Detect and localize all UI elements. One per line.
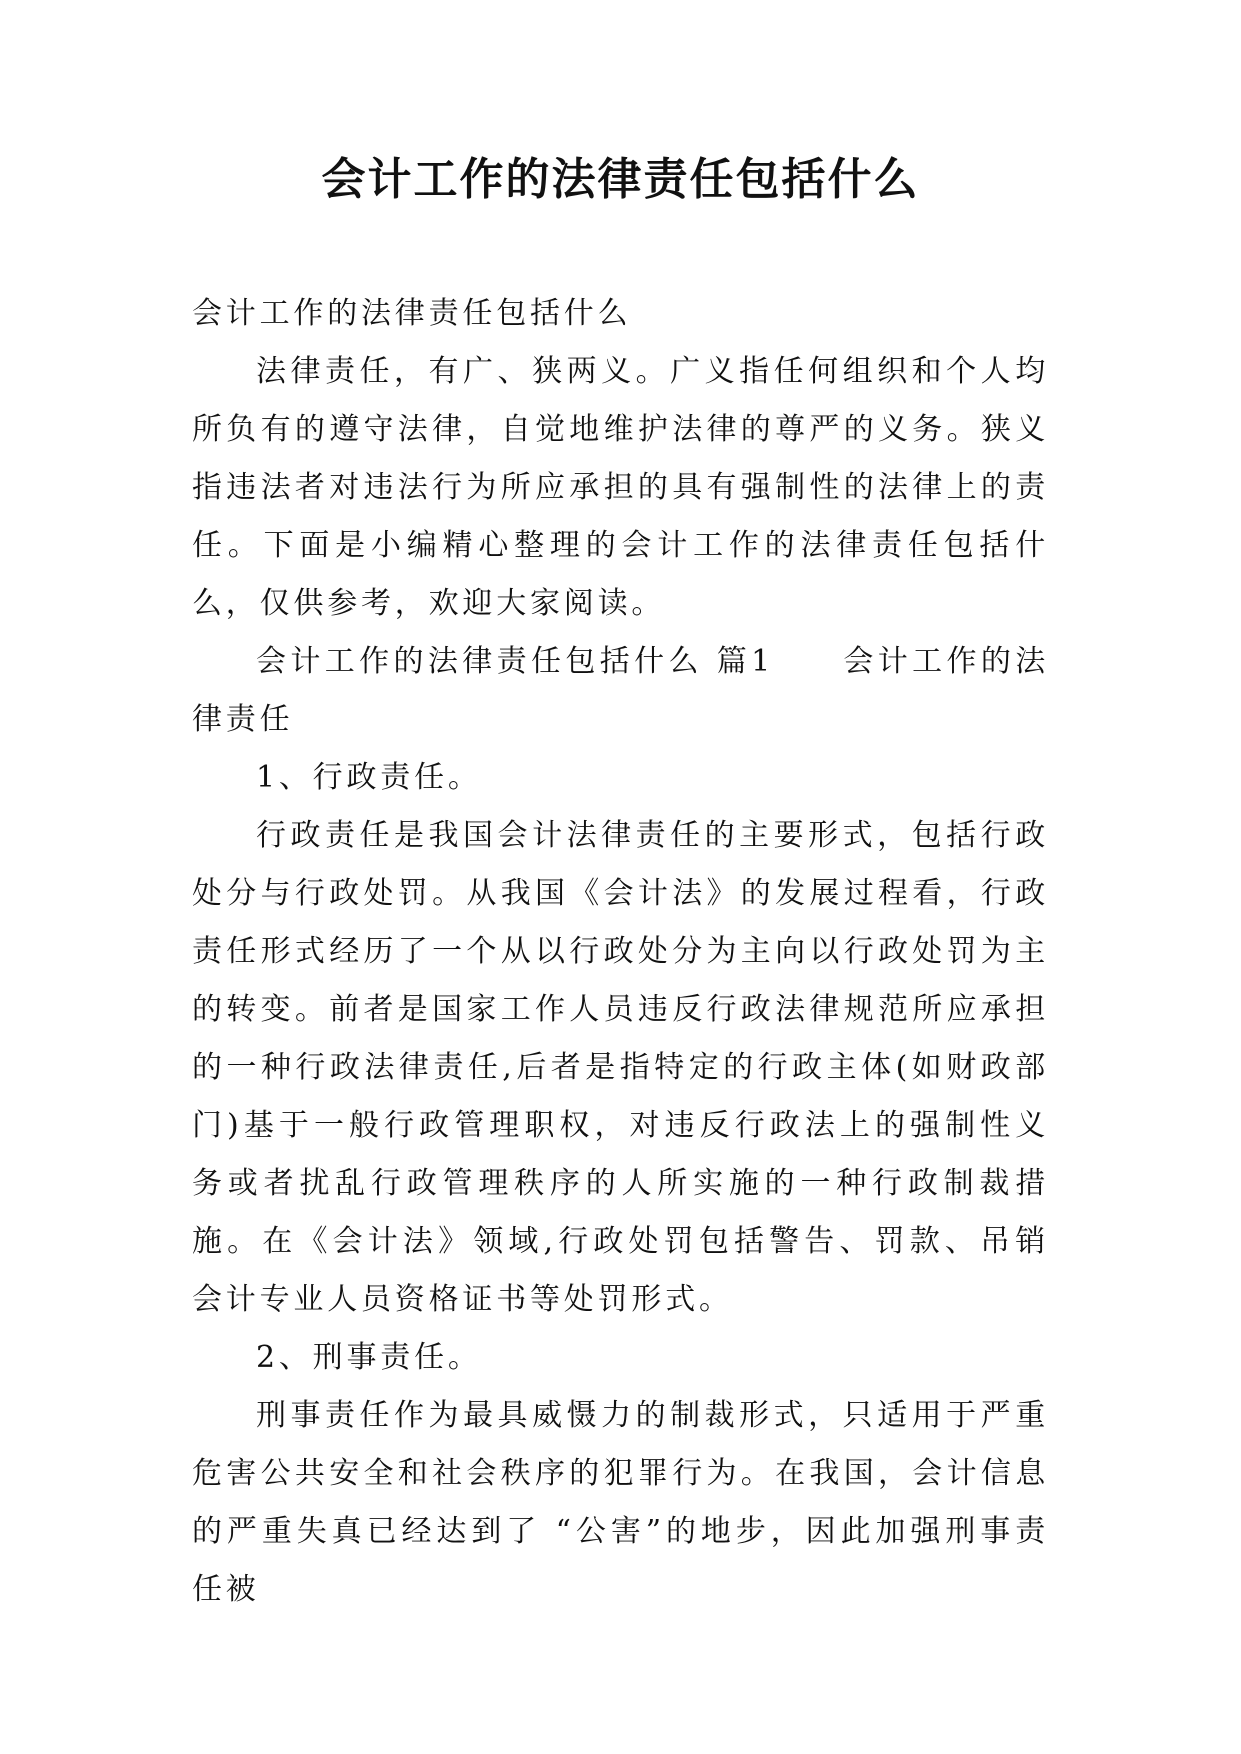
item-heading-administrative: 1、行政责任。: [256, 760, 482, 795]
document-body: [192, 285, 1049, 1619]
document-subtitle: 会计工作的法律责任包括什么: [192, 296, 632, 331]
paragraph-administrative: 行政责任是我国会计法律责任的主要形式，包括行政处分与行政处罚。从我国《会计法》的发展过程看，行政责任形式经历了一个从以行政处分为主向以行政处罚为主的转变。前者是国家工作人员违反行政法律规范所应承担的一种行政法律责任,后者是指特定的行政主体(如财政部门)基于一般行政管理职权，对违反行政法上的强制性义务或者扰乱行政管理秩序的人所实施的一种行政制裁措施。在《会计法》领域,行政处罚包括警告、罚款、吊销会计专业人员资格证书等处罚形式。: [192, 818, 1049, 1317]
document-title: 会计工作的法律责任包括什么: [321, 154, 920, 205]
section-heading: 会计工作的法律责任包括什么 篇1 会计工作的法律责任: [192, 644, 1049, 737]
item-heading-criminal: 2、刑事责任。: [256, 1340, 482, 1375]
paragraph-criminal: 刑事责任作为最具威慑力的制裁形式，只适用于严重危害公共安全和社会秩序的犯罪行为。在我国，会计信息的严重失真已经达到了 “公害”的地步，因此加强刑事责任被: [192, 1398, 1049, 1607]
paragraph-intro: 法律责任，有广、狭两义。广义指任何组织和个人均所负有的遵守法律，自觉地维护法律的尊严的义务。狭义指违法者对违法行为所应承担的具有强制性的法律上的责任。下面是小编精心整理的会计工作的法律责任包括什么，仅供参考，欢迎大家阅读。: [192, 354, 1049, 621]
